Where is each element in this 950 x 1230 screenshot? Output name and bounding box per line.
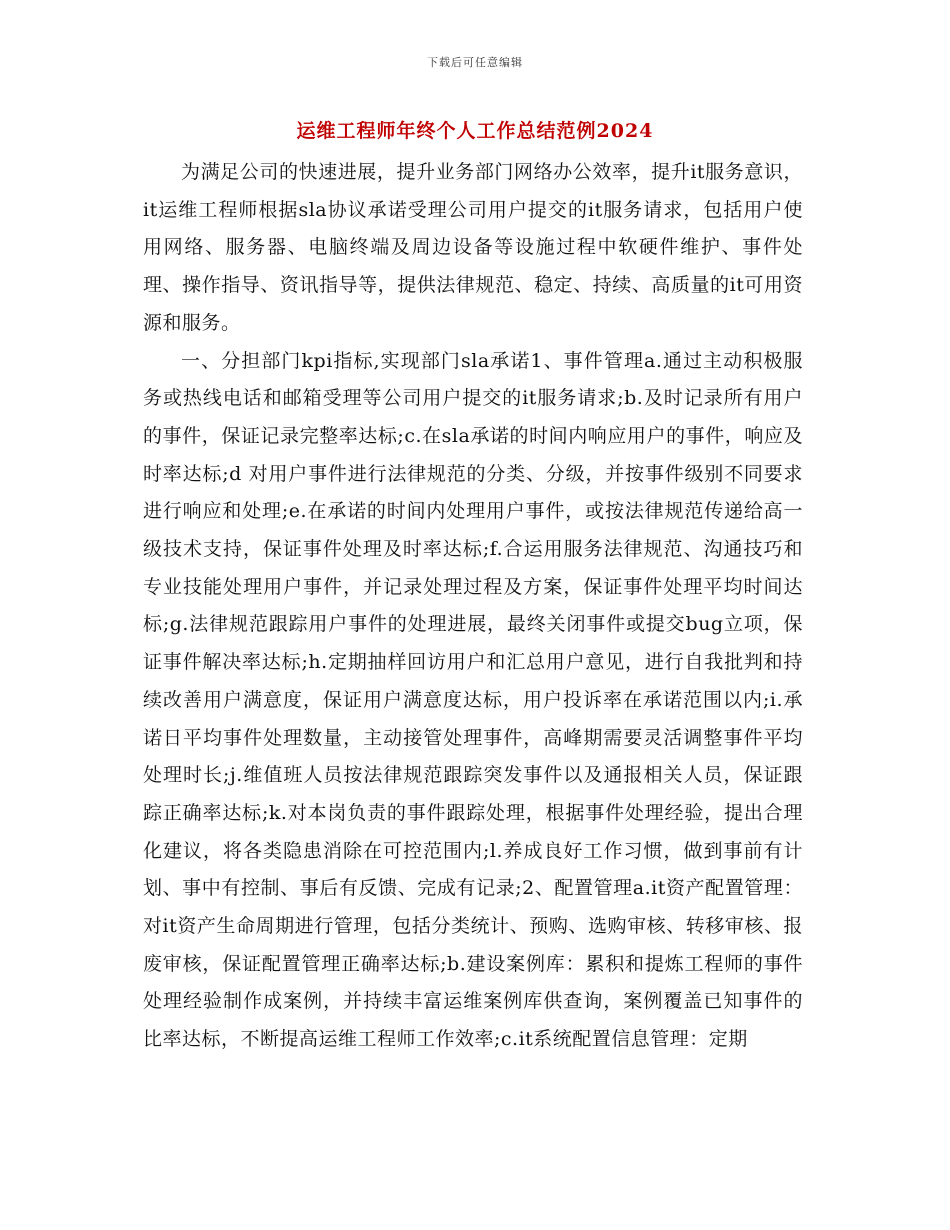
document-title: 运维工程师年终个人工作总结范例2024 bbox=[296, 120, 654, 142]
page-header-note: 下载后可任意编辑 bbox=[427, 56, 523, 69]
paragraph-section-one: 一、分担部门kpi指标,实现部门sla承诺1、事件管理a.通过主动积极服务或热线电话和邮箱受理等公司用户提交的it服务请求;b.及时记录所有用户的事件，保证记录完整率达标;c.在sla承诺的时间内响应用户的事件，响应及时率达标;d 对用户事件进行法律规范的分类、分级，并按事件级别不同要求进行响应和处理;e.在承诺的时间内处理用户事件，或按法律规范传递给高一级技术支持，保证事件处理及时率达标;f.合运用服务法律规范、沟通技巧和专业技能处理用户事件，并记录处理过程及方案，保证事件处理平均时间达标;g.法律规范跟踪用户事件的处理进展，最终关闭事件或提交bug立项，保证事件解决率达标;h.定期抽样回访用户和汇总用户意见，进行自我批判和持续改善用户满意度，保证用户满意度达标，用户投诉率在承诺范围以内;i.承诺日平均事件处理数量，主动接管处理事件，高峰期需要灵活调整事件平均处理时长;j.维值班人员按法律规范跟踪突发事件以及通报相关人员，保证跟踪正确率达标;k.对本岗负责的事件跟踪处理，根据事件处理经验，提出合理化建议，将各类隐患消除在可控范围内;l.养成良好工作习惯，做到事前有计划、事中有控制、事后有反馈、完成有记录;2、配置管理a.it资产配置管理：对it资产生命周期进行管理，包括分类统计、预购、选购审核、转移审核、报废审核，保证配置管理正确率达标;b.建设案例库：累积和提炼工程师的事件处理经验制作成案例，并持续丰富运维案例库供查询，案例覆盖已知事件的比率达标，不断提高运维工程师工作效率;c.it系统配置信息管理：定期 bbox=[143, 349, 803, 1051]
paragraph-intro: 为满足公司的快速进展，提升业务部门网络办公效率，提升it服务意识，it运维工程师根据sla协议承诺受理公司用户提交的it服务请求，包括用户使用网络、服务器、电脑终端及周边设备等设施过程中软硬件维护、事件处理、操作指导、资讯指导等，提供法律规范、稳定、持续、高质量的it可用资源和服务。 bbox=[143, 161, 803, 334]
document-body bbox=[143, 154, 803, 1059]
